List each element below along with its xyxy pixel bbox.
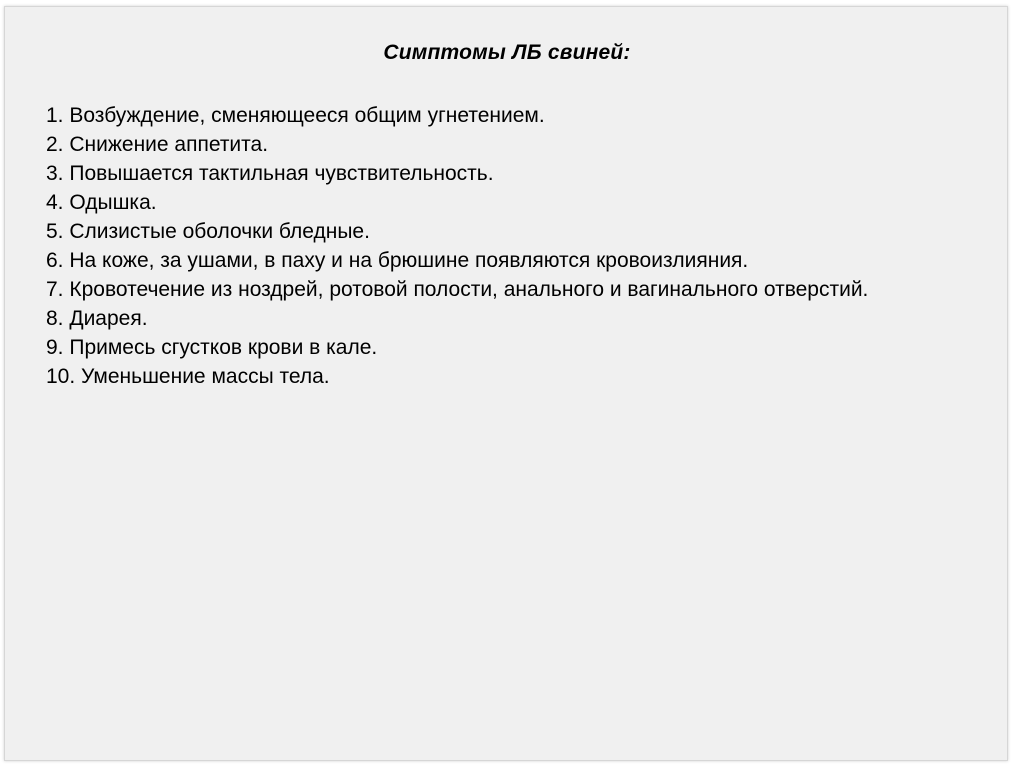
symptom-list [46, 101, 946, 391]
list-item: 6. На коже, за ушами, в паху и на брюшине появляются кровоизлияния. [46, 249, 749, 272]
list-item: 9. Примесь сгустков крови в кале. [46, 336, 378, 359]
list-item: 3. Повышается тактильная чувствительность. [46, 162, 494, 185]
list-item: 7. Кровотечение из ноздрей, ротовой полости, анального и вагинального отверстий. [46, 278, 869, 301]
slide [4, 6, 1008, 761]
list-item: 8. Диарея. [46, 307, 148, 330]
list-item: 1. Возбуждение, сменяющееся общим угнетением. [46, 104, 545, 127]
list-item: 4. Одышка. [46, 191, 157, 214]
slide-title: Симптомы ЛБ свиней: [383, 41, 631, 64]
list-item: 5. Слизистые оболочки бледные. [46, 220, 370, 243]
list-item: 2. Снижение аппетита. [46, 133, 269, 156]
list-item: 10. Уменьшение массы тела. [46, 365, 330, 388]
